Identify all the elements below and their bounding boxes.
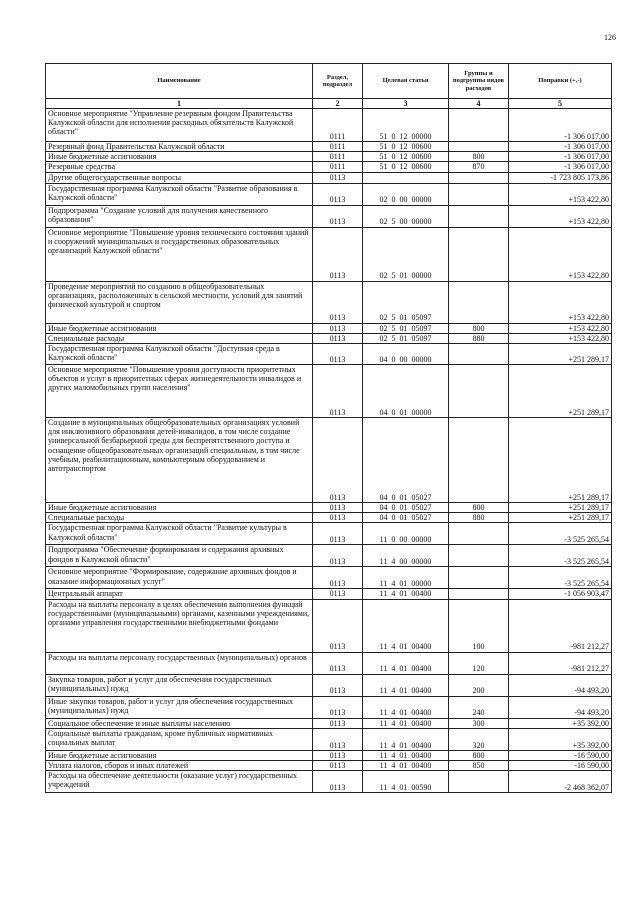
row-section-code: 0113 [313, 652, 363, 674]
row-name: Уплата налогов, сборов и иных платежей [46, 760, 313, 770]
row-target-article: 02 0 00 00000 [363, 183, 449, 205]
table-row [46, 162, 612, 172]
row-expense-group [449, 205, 509, 227]
row-amount: +251 289,17 [509, 502, 612, 512]
table-row [46, 760, 612, 770]
row-name: Специальные расходы [46, 513, 313, 523]
row-expense-group: 300 [449, 718, 509, 728]
row-name: Подпрограмма "Создание условий для получения качественного образования" [46, 205, 313, 227]
row-section-code: 0113 [313, 718, 363, 728]
header-target: Целевая статья [363, 64, 449, 99]
row-target-article: 11 4 01 00400 [363, 589, 449, 599]
row-target-article: 04 0 01 05027 [363, 513, 449, 523]
row-section-code: 0113 [313, 674, 363, 696]
row-expense-group: 120 [449, 652, 509, 674]
row-section-code: 0113 [313, 227, 363, 281]
row-section-code: 0113 [313, 696, 363, 718]
row-name: Проведение мероприятий по созданию в общеобразовательных организациях, расположенных в сельской местности, условий для занятий физической культурой и спортом [46, 281, 313, 323]
row-expense-group: 200 [449, 674, 509, 696]
row-name: Расходы на обеспечение деятельности (оказание услуг) государственных учреждений [46, 771, 313, 793]
row-target-article: 02 5 01 00000 [363, 227, 449, 281]
row-name: Резервные средства [46, 162, 313, 172]
row-target-article: 11 4 01 00400 [363, 728, 449, 750]
row-expense-group [449, 567, 509, 589]
row-section-code: 0113 [313, 502, 363, 512]
row-name: Резервный фонд Правительства Калужской области [46, 142, 313, 152]
row-expense-group: 880 [449, 333, 509, 343]
table-body [46, 109, 612, 793]
row-amount: -1 306 017,00 [509, 162, 612, 172]
row-expense-group: 800 [449, 152, 509, 162]
row-amount: -1 306 017,00 [509, 142, 612, 152]
row-expense-group [449, 227, 509, 281]
row-expense-group: 800 [449, 750, 509, 760]
row-amount: +251 289,17 [509, 364, 612, 417]
table-row [46, 502, 612, 512]
row-target-article [363, 172, 449, 183]
row-expense-group [449, 364, 509, 417]
row-name: Расходы на выплаты персоналу в целях обеспечения выполнения функций государственными (муниципальными) органами, казенными учреждениями, органами управления государственными внебюджетными фондами [46, 599, 313, 652]
row-target-article: 02 5 00 00000 [363, 205, 449, 227]
row-name: Закупка товаров, работ и услуг для обеспечения государственных (муниципальных) нужд [46, 674, 313, 696]
row-name: Основное мероприятие "Повышение уровня технического состояния зданий и сооружений муниципальных и государственных образовательных организаций Калужской области" [46, 227, 313, 281]
row-amount: -3 525 265,54 [509, 567, 612, 589]
table-row [46, 513, 612, 523]
row-amount: +35 392,00 [509, 718, 612, 728]
row-target-article: 11 4 01 00000 [363, 567, 449, 589]
row-section-code: 0113 [313, 760, 363, 770]
row-amount: -16 590,00 [509, 760, 612, 770]
row-amount: +153 422,80 [509, 281, 612, 323]
table-row [46, 599, 612, 652]
table-row [46, 567, 612, 589]
row-amount: -94 493,20 [509, 696, 612, 718]
row-amount: +153 422,80 [509, 183, 612, 205]
row-expense-group [449, 172, 509, 183]
table-row [46, 152, 612, 162]
row-name: Государственная программа Калужской области "Развитие образования в Калужской области" [46, 183, 313, 205]
row-name: Основное мероприятие "Повышение уровня доступности приоритетных объектов и услуг в приоритетных сферах жизнедеятельности инвалидов и других маломобильных групп населения" [46, 364, 313, 417]
column-number: 1 [46, 99, 313, 109]
row-expense-group [449, 523, 509, 545]
row-amount: -3 525 265,54 [509, 523, 612, 545]
table-row [46, 417, 612, 502]
row-section-code: 0113 [313, 513, 363, 523]
row-section-code: 0113 [313, 599, 363, 652]
row-expense-group [449, 142, 509, 152]
row-target-article: 11 4 01 00400 [363, 652, 449, 674]
row-expense-group [449, 417, 509, 502]
row-target-article: 51 0 12 00600 [363, 142, 449, 152]
row-expense-group: 800 [449, 502, 509, 512]
row-name: Государственная программа Калужской области "Доступная среда в Калужской области" [46, 343, 313, 364]
row-target-article: 02 5 01 05097 [363, 323, 449, 333]
table-row [46, 142, 612, 152]
row-expense-group [449, 343, 509, 364]
row-target-article: 51 0 12 00600 [363, 162, 449, 172]
row-section-code: 0111 [313, 162, 363, 172]
row-amount: -1 056 903,47 [509, 589, 612, 599]
row-name: Иные закупки товаров, работ и услуг для обеспечения государственных (муниципальных) нужд [46, 696, 313, 718]
column-number-row [46, 99, 612, 109]
row-section-code: 0113 [313, 172, 363, 183]
row-amount: +251 289,17 [509, 417, 612, 502]
row-amount: -1 306 017,00 [509, 152, 612, 162]
row-section-code: 0113 [313, 728, 363, 750]
table-row [46, 205, 612, 227]
row-expense-group [449, 183, 509, 205]
row-name: Создание в муниципальных общеобразовательных организациях условий для инклюзивного образования детей-инвалидов, в том числе создание универсальной безбарьерной среды для беспрепятственного доступа и оснащение общеобразовательных организаций специальным, в том числе учебным, реабилитационным, компьютерным оборудованием и автотранспортом [46, 417, 313, 502]
budget-amendments-table [45, 63, 612, 793]
row-target-article: 11 4 01 00400 [363, 674, 449, 696]
row-name: Иные бюджетные ассигнования [46, 152, 313, 162]
row-section-code: 0111 [313, 142, 363, 152]
row-section-code: 0113 [313, 417, 363, 502]
row-name: Подпрограмма "Обеспечение формирования и содержания архивных фондов в Калужской области" [46, 545, 313, 567]
row-target-article: 11 4 01 00400 [363, 750, 449, 760]
row-amount: -981 212,27 [509, 599, 612, 652]
table-row [46, 771, 612, 793]
row-name: Социальные выплаты гражданам, кроме публичных нормативных социальных выплат [46, 728, 313, 750]
column-number: 4 [449, 99, 509, 109]
row-target-article: 02 5 01 05097 [363, 333, 449, 343]
row-amount: -3 525 265,54 [509, 545, 612, 567]
row-expense-group: 870 [449, 162, 509, 172]
table-row [46, 652, 612, 674]
row-expense-group: 100 [449, 599, 509, 652]
row-name: Специальные расходы [46, 333, 313, 343]
header-section: Раздел, подраздел [313, 64, 363, 99]
row-target-article: 11 4 00 00000 [363, 545, 449, 567]
table-header-row [46, 64, 612, 99]
row-amount: -2 468 362,07 [509, 771, 612, 793]
column-number: 3 [363, 99, 449, 109]
table-row [46, 589, 612, 599]
table-row [46, 183, 612, 205]
row-expense-group: 240 [449, 696, 509, 718]
row-target-article: 11 4 01 00400 [363, 760, 449, 770]
row-section-code: 0113 [313, 567, 363, 589]
row-name: Социальное обеспечение и иные выплаты населению [46, 718, 313, 728]
row-name: Центральный аппарат [46, 589, 313, 599]
row-section-code: 0113 [313, 750, 363, 760]
table-row [46, 281, 612, 323]
row-name: Иные бюджетные ассигнования [46, 323, 313, 333]
row-section-code: 0111 [313, 109, 363, 142]
table-row [46, 364, 612, 417]
row-target-article: 02 5 01 05097 [363, 281, 449, 323]
row-name: Основное мероприятие "Формирование, содержание архивных фондов и оказание информационных услуг" [46, 567, 313, 589]
table-row [46, 227, 612, 281]
row-target-article: 51 0 12 00600 [363, 152, 449, 162]
row-amount: -1 723 805 173,86 [509, 172, 612, 183]
row-amount: +153 422,80 [509, 333, 612, 343]
row-target-article: 11 4 01 00590 [363, 771, 449, 793]
page-mark: · [570, 60, 573, 69]
table-row [46, 728, 612, 750]
row-section-code: 0113 [313, 523, 363, 545]
header-name: Наименование [46, 64, 313, 99]
row-amount: -94 493,20 [509, 674, 612, 696]
table-row [46, 343, 612, 364]
row-section-code: 0113 [313, 771, 363, 793]
row-target-article: 11 4 01 00400 [363, 599, 449, 652]
row-section-code: 0113 [313, 343, 363, 364]
row-section-code: 0113 [313, 281, 363, 323]
row-target-article: 04 0 01 00000 [363, 364, 449, 417]
row-section-code: 0113 [313, 589, 363, 599]
row-expense-group [449, 281, 509, 323]
row-target-article: 04 0 00 00000 [363, 343, 449, 364]
header-amount: Поправки (+,-) [509, 64, 612, 99]
column-number: 2 [313, 99, 363, 109]
row-section-code: 0113 [313, 205, 363, 227]
table-row [46, 750, 612, 760]
row-expense-group: 320 [449, 728, 509, 750]
row-amount: +153 422,80 [509, 205, 612, 227]
row-amount: -16 590,00 [509, 750, 612, 760]
row-amount: +251 289,17 [509, 343, 612, 364]
row-name: Государственная программа Калужской области "Развитие культуры в Калужской области" [46, 523, 313, 545]
column-number: 5 [509, 99, 612, 109]
row-amount: +35 392,00 [509, 728, 612, 750]
table-row [46, 333, 612, 343]
row-section-code: 0113 [313, 183, 363, 205]
page-number: 126 [604, 33, 616, 42]
row-expense-group [449, 771, 509, 793]
header-groups: Группы и подгруппы видов расходов [449, 64, 509, 99]
row-name: Основное мероприятие "Управление резервным фондом Правительства Калужской области для исполнения расходных обязательств Калужской области" [46, 109, 313, 142]
row-section-code: 0113 [313, 364, 363, 417]
row-expense-group: 880 [449, 513, 509, 523]
row-amount: -1 306 017,00 [509, 109, 612, 142]
row-expense-group: 850 [449, 760, 509, 770]
row-amount: +153 422,80 [509, 323, 612, 333]
row-target-article: 04 0 01 05027 [363, 417, 449, 502]
row-target-article: 11 0 00 00000 [363, 523, 449, 545]
row-section-code: 0113 [313, 333, 363, 343]
row-target-article: 04 0 01 05027 [363, 502, 449, 512]
row-section-code: 0111 [313, 152, 363, 162]
row-section-code: 0113 [313, 323, 363, 333]
row-amount: -981 212,27 [509, 652, 612, 674]
row-expense-group: 800 [449, 323, 509, 333]
row-expense-group [449, 545, 509, 567]
row-section-code: 0113 [313, 545, 363, 567]
table-row [46, 696, 612, 718]
row-name: Иные бюджетные ассигнования [46, 750, 313, 760]
table-row [46, 523, 612, 545]
row-amount: +153 422,80 [509, 227, 612, 281]
row-expense-group [449, 589, 509, 599]
table-row [46, 545, 612, 567]
table-row [46, 172, 612, 183]
table-row [46, 109, 612, 142]
row-target-article: 11 4 01 00400 [363, 696, 449, 718]
row-name: Расходы на выплаты персоналу государственных (муниципальных) органов [46, 652, 313, 674]
row-target-article: 11 4 01 00400 [363, 718, 449, 728]
table-row [46, 674, 612, 696]
row-expense-group [449, 109, 509, 142]
row-name: Иные бюджетные ассигнования [46, 502, 313, 512]
table-row [46, 323, 612, 333]
row-target-article: 51 0 12 00000 [363, 109, 449, 142]
row-amount: +251 289,17 [509, 513, 612, 523]
table-row [46, 718, 612, 728]
row-name: Другие общегосударственные вопросы [46, 172, 313, 183]
